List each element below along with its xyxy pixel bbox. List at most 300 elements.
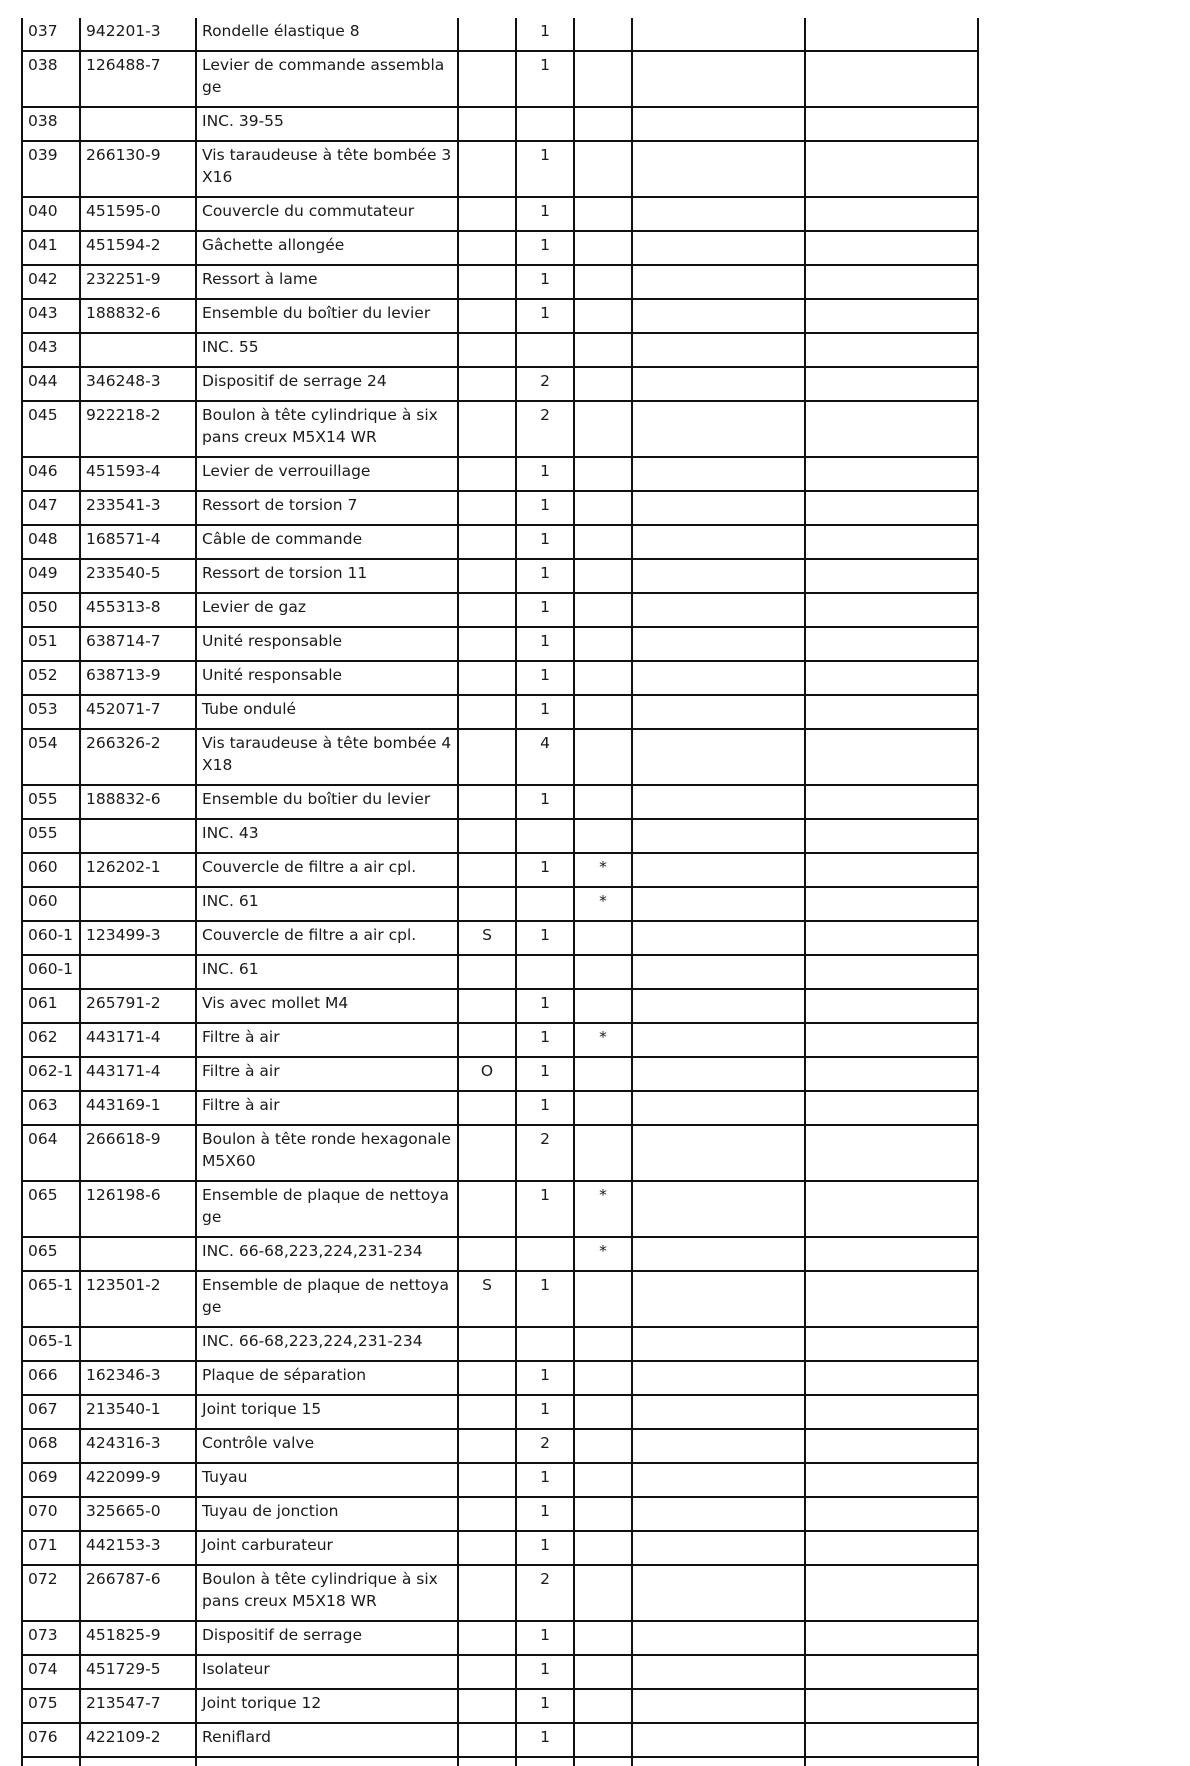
blank-cell (632, 661, 805, 695)
mark-cell (574, 593, 632, 627)
ref-no-cell: 042 (22, 265, 80, 299)
description-cell: Boulon à tête ronde hexagonale M5X60 (196, 1125, 458, 1181)
blank-cell (632, 695, 805, 729)
table-row (22, 921, 978, 955)
note-cell (458, 141, 516, 197)
description-cell: INC. 61 (196, 887, 458, 921)
description-cell: Câble de commande (196, 525, 458, 559)
description-cell: Contrôle valve (196, 1429, 458, 1463)
blank-cell (22, 1757, 80, 1766)
note-cell (458, 18, 516, 51)
quantity-cell: 1 (516, 265, 574, 299)
note-cell (458, 559, 516, 593)
part-no-cell: 422109-2 (80, 1723, 196, 1757)
note-cell (458, 1237, 516, 1271)
note-cell (458, 333, 516, 367)
part-no-cell: 922218-2 (80, 401, 196, 457)
blank-cell (632, 559, 805, 593)
mark-cell (574, 1327, 632, 1361)
quantity-cell: 2 (516, 401, 574, 457)
part-no-cell: 265791-2 (80, 989, 196, 1023)
note-cell (458, 1327, 516, 1361)
blank-cell (805, 1327, 978, 1361)
table-row (22, 231, 978, 265)
ref-no-cell: 072 (22, 1565, 80, 1621)
table-row (22, 1271, 978, 1327)
mark-cell (574, 627, 632, 661)
description-cell: Couvercle de filtre a air cpl. (196, 921, 458, 955)
ref-no-cell: 065 (22, 1237, 80, 1271)
part-no-cell: 325665-0 (80, 1497, 196, 1531)
ref-no-cell: 049 (22, 559, 80, 593)
blank-cell (632, 1565, 805, 1621)
note-cell (458, 819, 516, 853)
note-cell: S (458, 1271, 516, 1327)
blank-cell (632, 18, 805, 51)
note-cell (458, 1023, 516, 1057)
blank-cell (632, 819, 805, 853)
ref-no-cell: 067 (22, 1395, 80, 1429)
description-cell: Ensemble de plaque de nettoyage (196, 1181, 458, 1237)
note-cell (458, 887, 516, 921)
blank-cell (805, 661, 978, 695)
description-cell: Levier de gaz (196, 593, 458, 627)
quantity-cell: 1 (516, 1621, 574, 1655)
mark-cell (574, 107, 632, 141)
part-no-cell: 266130-9 (80, 141, 196, 197)
blank-cell (805, 1565, 978, 1621)
blank-cell (805, 333, 978, 367)
quantity-cell: 1 (516, 1463, 574, 1497)
description-cell: Boulon à tête cylindrique à six pans creux M5X14 WR (196, 401, 458, 457)
table-row (22, 729, 978, 785)
part-no-cell: 126202-1 (80, 853, 196, 887)
mark-cell (574, 197, 632, 231)
quantity-cell: 1 (516, 695, 574, 729)
mark-cell (574, 299, 632, 333)
note-cell (458, 1395, 516, 1429)
blank-cell (632, 785, 805, 819)
blank-cell (196, 1757, 458, 1766)
note-cell (458, 197, 516, 231)
description-cell: Rondelle élastique 8 (196, 18, 458, 51)
table-row (22, 1327, 978, 1361)
blank-cell (632, 1057, 805, 1091)
quantity-cell: 1 (516, 1655, 574, 1689)
quantity-cell: 1 (516, 1023, 574, 1057)
blank-cell (805, 887, 978, 921)
quantity-cell: 2 (516, 1125, 574, 1181)
ref-no-cell: 065-1 (22, 1271, 80, 1327)
blank-cell (805, 107, 978, 141)
quantity-cell: 1 (516, 51, 574, 107)
description-cell: Isolateur (196, 1655, 458, 1689)
quantity-cell: 1 (516, 1361, 574, 1395)
ref-no-cell: 065-1 (22, 1327, 80, 1361)
description-cell: Ensemble du boîtier du levier (196, 299, 458, 333)
table-row (22, 367, 978, 401)
blank-cell (805, 559, 978, 593)
description-cell: Joint torique 12 (196, 1689, 458, 1723)
part-no-cell: 451825-9 (80, 1621, 196, 1655)
quantity-cell: 1 (516, 1395, 574, 1429)
table-row (22, 695, 978, 729)
blank-cell (805, 491, 978, 525)
note-cell (458, 1723, 516, 1757)
note-cell (458, 1621, 516, 1655)
part-no-cell (80, 955, 196, 989)
blank-cell (632, 525, 805, 559)
description-cell: Tube ondulé (196, 695, 458, 729)
table-row (22, 525, 978, 559)
quantity-cell (516, 819, 574, 853)
blank-cell (632, 1125, 805, 1181)
blank-cell (805, 593, 978, 627)
mark-cell (574, 18, 632, 51)
mark-cell (574, 1723, 632, 1757)
table-row (22, 785, 978, 819)
mark-cell (574, 457, 632, 491)
blank-cell (632, 1757, 805, 1766)
mark-cell (574, 1271, 632, 1327)
description-cell: Ressort à lame (196, 265, 458, 299)
part-no-cell: 123501-2 (80, 1271, 196, 1327)
part-no-cell: 443171-4 (80, 1057, 196, 1091)
description-cell: INC. 66-68,223,224,231-234 (196, 1327, 458, 1361)
ref-no-cell: 060 (22, 887, 80, 921)
mark-cell (574, 1565, 632, 1621)
quantity-cell: 1 (516, 1181, 574, 1237)
table-row (22, 141, 978, 197)
part-no-cell (80, 1237, 196, 1271)
blank-cell (632, 51, 805, 107)
mark-cell (574, 265, 632, 299)
note-cell (458, 401, 516, 457)
part-no-cell: 123499-3 (80, 921, 196, 955)
ref-no-cell: 045 (22, 401, 80, 457)
ref-no-cell: 066 (22, 1361, 80, 1395)
blank-cell (805, 1271, 978, 1327)
quantity-cell: 4 (516, 729, 574, 785)
note-cell (458, 51, 516, 107)
table-row (22, 401, 978, 457)
mark-cell (574, 1125, 632, 1181)
mark-cell (574, 401, 632, 457)
blank-cell (632, 1361, 805, 1395)
quantity-cell: 1 (516, 1497, 574, 1531)
note-cell (458, 457, 516, 491)
blank-cell (805, 921, 978, 955)
blank-cell (632, 729, 805, 785)
mark-cell (574, 819, 632, 853)
table-row (22, 1091, 978, 1125)
note-cell (458, 989, 516, 1023)
note-cell (458, 1181, 516, 1237)
blank-cell (632, 197, 805, 231)
description-cell: Reniflard (196, 1723, 458, 1757)
table-row (22, 1429, 978, 1463)
table-row-continuation (22, 1757, 978, 1766)
part-no-cell: 451594-2 (80, 231, 196, 265)
blank-cell (632, 457, 805, 491)
blank-cell (805, 401, 978, 457)
blank-cell (805, 627, 978, 661)
blank-cell (632, 333, 805, 367)
blank-cell (632, 989, 805, 1023)
mark-cell: * (574, 1237, 632, 1271)
mark-cell (574, 51, 632, 107)
blank-cell (632, 1327, 805, 1361)
blank-cell (805, 265, 978, 299)
table-row (22, 1057, 978, 1091)
quantity-cell: 2 (516, 367, 574, 401)
blank-cell (805, 955, 978, 989)
quantity-cell: 1 (516, 525, 574, 559)
mark-cell (574, 1091, 632, 1125)
description-cell: Couvercle du commutateur (196, 197, 458, 231)
mark-cell (574, 1429, 632, 1463)
description-cell: Filtre à air (196, 1023, 458, 1057)
ref-no-cell: 052 (22, 661, 80, 695)
quantity-cell: 1 (516, 1091, 574, 1125)
note-cell (458, 367, 516, 401)
blank-cell (805, 367, 978, 401)
ref-no-cell: 075 (22, 1689, 80, 1723)
part-no-cell (80, 107, 196, 141)
mark-cell (574, 1395, 632, 1429)
blank-cell (632, 1395, 805, 1429)
ref-no-cell: 060 (22, 853, 80, 887)
quantity-cell: 1 (516, 853, 574, 887)
part-no-cell (80, 1327, 196, 1361)
blank-cell (574, 1757, 632, 1766)
ref-no-cell: 074 (22, 1655, 80, 1689)
blank-cell (805, 1531, 978, 1565)
note-cell (458, 1463, 516, 1497)
note-cell (458, 593, 516, 627)
note-cell (458, 299, 516, 333)
ref-no-cell: 039 (22, 141, 80, 197)
blank-cell (805, 231, 978, 265)
part-no-cell: 424316-3 (80, 1429, 196, 1463)
part-no-cell: 942201-3 (80, 18, 196, 51)
blank-cell (632, 1429, 805, 1463)
quantity-cell: 2 (516, 1565, 574, 1621)
blank-cell (805, 51, 978, 107)
quantity-cell: 1 (516, 989, 574, 1023)
quantity-cell: 1 (516, 1531, 574, 1565)
ref-no-cell: 071 (22, 1531, 80, 1565)
note-cell (458, 1125, 516, 1181)
table-row (22, 559, 978, 593)
ref-no-cell: 055 (22, 785, 80, 819)
blank-cell (805, 1091, 978, 1125)
table-row (22, 853, 978, 887)
mark-cell (574, 1689, 632, 1723)
table-row (22, 333, 978, 367)
parts-table (21, 18, 979, 1766)
part-no-cell: 451593-4 (80, 457, 196, 491)
mark-cell (574, 525, 632, 559)
blank-cell (805, 1757, 978, 1766)
ref-no-cell: 050 (22, 593, 80, 627)
mark-cell (574, 1621, 632, 1655)
description-cell: Ressort de torsion 11 (196, 559, 458, 593)
blank-cell (632, 921, 805, 955)
table-row (22, 989, 978, 1023)
table-row (22, 299, 978, 333)
description-cell: Tuyau (196, 1463, 458, 1497)
quantity-cell: 1 (516, 559, 574, 593)
mark-cell (574, 1531, 632, 1565)
description-cell: Levier de verrouillage (196, 457, 458, 491)
mark-cell (574, 333, 632, 367)
table-row (22, 1689, 978, 1723)
part-no-cell: 188832-6 (80, 785, 196, 819)
ref-no-cell: 062 (22, 1023, 80, 1057)
mark-cell (574, 1361, 632, 1395)
note-cell (458, 661, 516, 695)
parts-table-body (22, 18, 978, 1766)
table-row (22, 491, 978, 525)
part-no-cell: 266787-6 (80, 1565, 196, 1621)
blank-cell (805, 853, 978, 887)
part-no-cell (80, 819, 196, 853)
blank-cell (632, 1531, 805, 1565)
ref-no-cell: 048 (22, 525, 80, 559)
ref-no-cell: 065 (22, 1181, 80, 1237)
quantity-cell (516, 1237, 574, 1271)
mark-cell (574, 367, 632, 401)
description-cell: Vis avec mollet M4 (196, 989, 458, 1023)
note-cell (458, 265, 516, 299)
blank-cell (632, 1237, 805, 1271)
table-row (22, 819, 978, 853)
blank-cell (458, 1757, 516, 1766)
description-cell: Couvercle de filtre a air cpl. (196, 853, 458, 887)
ref-no-cell: 037 (22, 18, 80, 51)
table-row (22, 1621, 978, 1655)
blank-cell (805, 1689, 978, 1723)
mark-cell: * (574, 1023, 632, 1057)
blank-cell (805, 525, 978, 559)
table-row (22, 1181, 978, 1237)
description-cell: Tuyau de jonction (196, 1497, 458, 1531)
blank-cell (805, 1621, 978, 1655)
quantity-cell: 1 (516, 593, 574, 627)
blank-cell (805, 1395, 978, 1429)
mark-cell: * (574, 853, 632, 887)
blank-cell (632, 141, 805, 197)
blank-cell (805, 1361, 978, 1395)
blank-cell (805, 1655, 978, 1689)
mark-cell (574, 1463, 632, 1497)
blank-cell (805, 989, 978, 1023)
ref-no-cell: 060-1 (22, 955, 80, 989)
ref-no-cell: 038 (22, 107, 80, 141)
ref-no-cell: 043 (22, 299, 80, 333)
ref-no-cell: 043 (22, 333, 80, 367)
table-row (22, 1361, 978, 1395)
blank-cell (632, 1091, 805, 1125)
ref-no-cell: 073 (22, 1621, 80, 1655)
description-cell: Gâchette allongée (196, 231, 458, 265)
blank-cell (632, 367, 805, 401)
ref-no-cell: 046 (22, 457, 80, 491)
part-no-cell: 443169-1 (80, 1091, 196, 1125)
blank-cell (805, 1237, 978, 1271)
blank-cell (632, 1271, 805, 1327)
table-row (22, 661, 978, 695)
note-cell (458, 1429, 516, 1463)
blank-cell (805, 299, 978, 333)
table-row (22, 1497, 978, 1531)
ref-no-cell: 047 (22, 491, 80, 525)
part-no-cell: 266326-2 (80, 729, 196, 785)
description-cell: Ensemble du boîtier du levier (196, 785, 458, 819)
mark-cell (574, 231, 632, 265)
blank-cell (632, 299, 805, 333)
mark-cell (574, 785, 632, 819)
ref-no-cell: 055 (22, 819, 80, 853)
description-cell: Ensemble de plaque de nettoyage (196, 1271, 458, 1327)
part-no-cell: 213547-7 (80, 1689, 196, 1723)
quantity-cell (516, 955, 574, 989)
description-cell: INC. 66-68,223,224,231-234 (196, 1237, 458, 1271)
note-cell (458, 627, 516, 661)
ref-no-cell: 063 (22, 1091, 80, 1125)
note-cell (458, 1655, 516, 1689)
blank-cell (632, 1621, 805, 1655)
mark-cell (574, 1655, 632, 1689)
table-row (22, 197, 978, 231)
description-cell: Filtre à air (196, 1057, 458, 1091)
quantity-cell: 1 (516, 299, 574, 333)
table-row (22, 1565, 978, 1621)
description-cell: Joint carburateur (196, 1531, 458, 1565)
description-cell: Filtre à air (196, 1091, 458, 1125)
part-no-cell: 162346-3 (80, 1361, 196, 1395)
description-cell: Dispositif de serrage (196, 1621, 458, 1655)
table-row (22, 593, 978, 627)
quantity-cell: 1 (516, 18, 574, 51)
table-row (22, 265, 978, 299)
blank-cell (805, 18, 978, 51)
quantity-cell (516, 333, 574, 367)
description-cell: INC. 61 (196, 955, 458, 989)
blank-cell (516, 1757, 574, 1766)
blank-cell (632, 107, 805, 141)
blank-cell (632, 491, 805, 525)
table-row (22, 1723, 978, 1757)
mark-cell (574, 559, 632, 593)
quantity-cell: 1 (516, 1689, 574, 1723)
description-cell: Vis taraudeuse à tête bombée 3X16 (196, 141, 458, 197)
quantity-cell: 1 (516, 1057, 574, 1091)
blank-cell (632, 265, 805, 299)
ref-no-cell: 076 (22, 1723, 80, 1757)
blank-cell (805, 695, 978, 729)
note-cell (458, 107, 516, 141)
part-no-cell: 188832-6 (80, 299, 196, 333)
description-cell: INC. 39-55 (196, 107, 458, 141)
mark-cell (574, 491, 632, 525)
part-no-cell: 266618-9 (80, 1125, 196, 1181)
blank-cell (632, 1181, 805, 1237)
blank-cell (632, 1497, 805, 1531)
table-row (22, 107, 978, 141)
note-cell (458, 525, 516, 559)
